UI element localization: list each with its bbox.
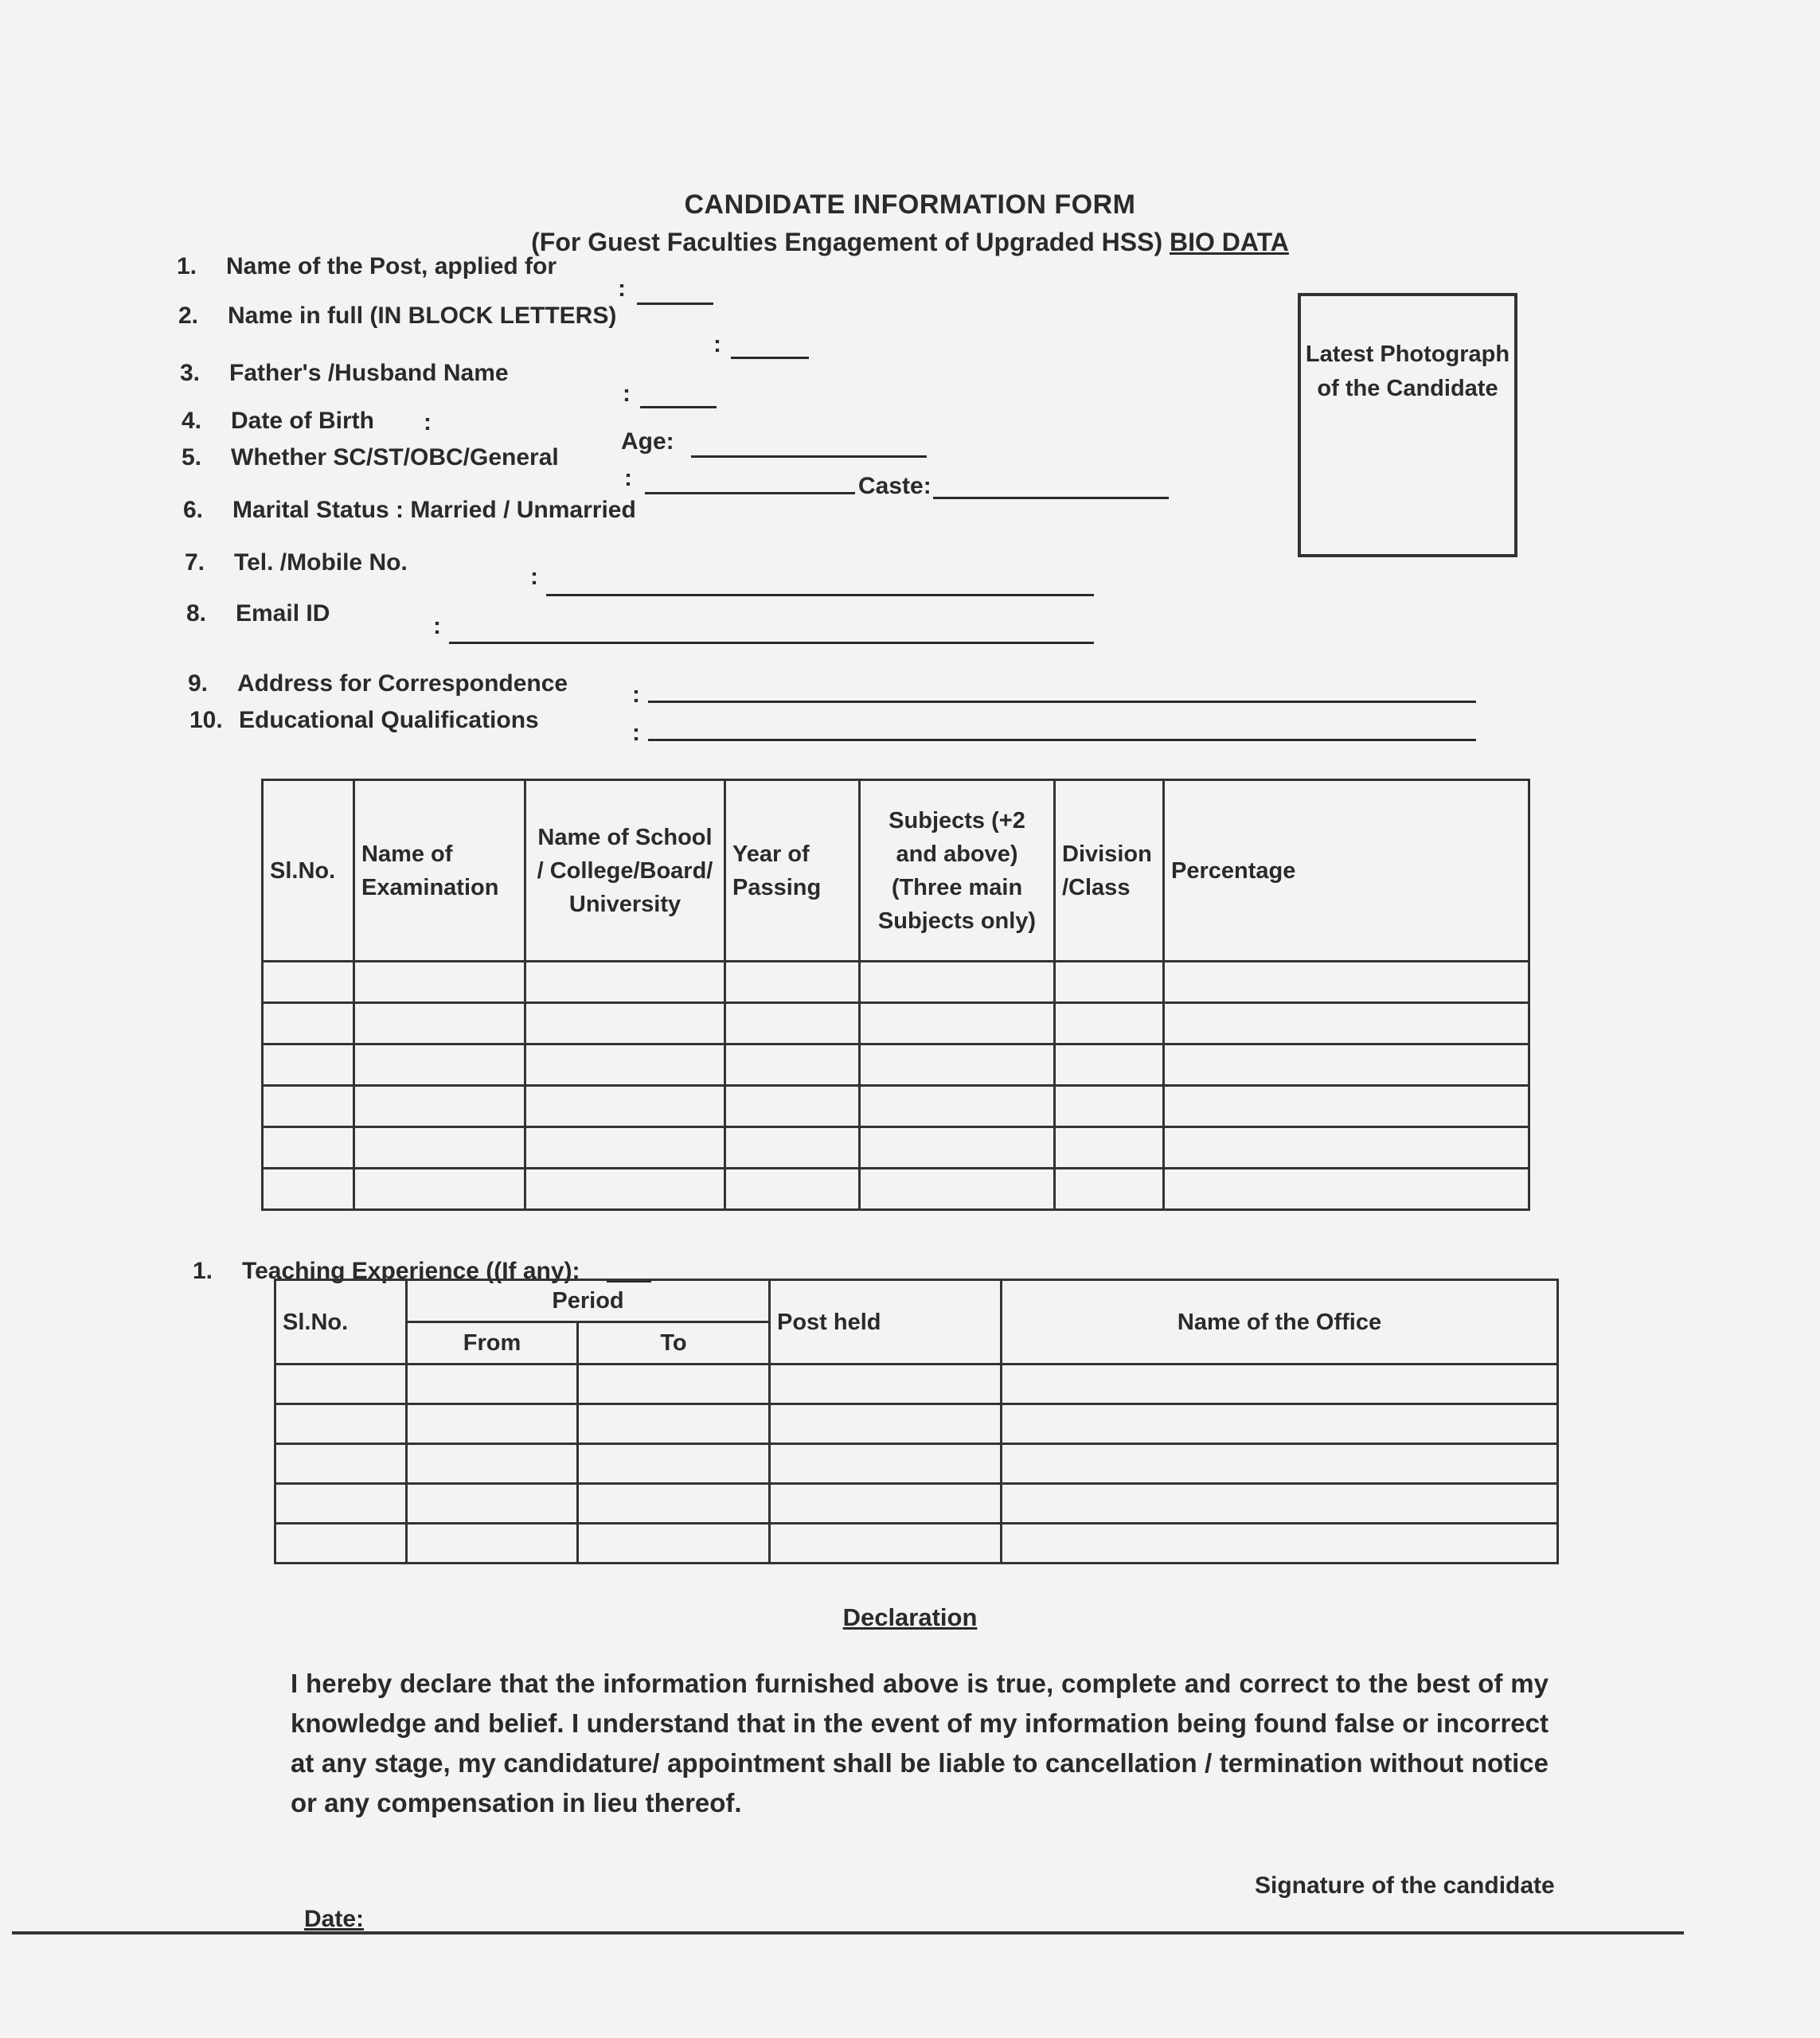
table-cell[interactable] xyxy=(354,962,525,1003)
table-cell[interactable] xyxy=(1164,962,1529,1003)
col-subjects: Subjects (+2 and above) (Three main Subjects only) xyxy=(860,780,1055,962)
table-cell[interactable] xyxy=(354,1044,525,1086)
table-cell[interactable] xyxy=(275,1404,407,1444)
col-exp-post: Post held xyxy=(770,1280,1002,1365)
table-cell[interactable] xyxy=(525,1044,725,1086)
table-cell[interactable] xyxy=(525,962,725,1003)
age-input-line[interactable] xyxy=(691,455,927,458)
experience-table xyxy=(274,1279,1559,1564)
field-number: 3. xyxy=(180,360,201,386)
education-table xyxy=(261,779,1530,1211)
field-marital-status xyxy=(183,497,636,524)
field-full-name xyxy=(178,303,616,330)
field-colon: : xyxy=(632,720,640,746)
field-number: 10. xyxy=(189,707,223,733)
table-cell[interactable] xyxy=(725,962,860,1003)
table-cell[interactable] xyxy=(275,1365,407,1404)
table-cell[interactable] xyxy=(525,1086,725,1127)
table-cell[interactable] xyxy=(263,1044,354,1086)
table-cell[interactable] xyxy=(407,1404,578,1444)
table-cell[interactable] xyxy=(1055,1127,1164,1169)
table-cell[interactable] xyxy=(354,1127,525,1169)
table-row xyxy=(263,1127,1529,1169)
table-cell[interactable] xyxy=(275,1524,407,1564)
table-cell[interactable] xyxy=(407,1524,578,1564)
form-title: CANDIDATE INFORMATION FORM xyxy=(684,189,1136,220)
table-cell[interactable] xyxy=(263,1086,354,1127)
table-row xyxy=(263,1086,1529,1127)
table-cell[interactable] xyxy=(770,1484,1002,1524)
field-label: Teaching Experience ((If any): xyxy=(242,1258,580,1284)
table-row xyxy=(263,962,1529,1003)
field-number: 6. xyxy=(183,497,204,523)
table-cell[interactable] xyxy=(860,1086,1055,1127)
phone-input-line[interactable] xyxy=(546,594,1094,596)
table-cell[interactable] xyxy=(725,1086,860,1127)
father-name-input-line[interactable] xyxy=(640,406,717,408)
field-colon: : xyxy=(632,681,640,708)
table-cell[interactable] xyxy=(770,1365,1002,1404)
field-email xyxy=(186,600,330,627)
table-cell[interactable] xyxy=(860,1127,1055,1169)
post-applied-input-line[interactable] xyxy=(637,303,713,305)
photo-box xyxy=(1298,293,1517,557)
table-cell[interactable] xyxy=(578,1444,770,1484)
table-cell[interactable] xyxy=(525,1003,725,1044)
field-date-of-birth xyxy=(182,408,374,435)
table-row xyxy=(275,1524,1558,1564)
table-cell[interactable] xyxy=(860,1169,1055,1210)
field-label: Father's /Husband Name xyxy=(229,360,509,386)
col-exam-name: Name of Examination xyxy=(354,780,525,962)
table-cell[interactable] xyxy=(263,1127,354,1169)
col-division: Division /Class xyxy=(1055,780,1164,962)
col-percentage: Percentage xyxy=(1164,780,1529,962)
field-colon: : xyxy=(530,564,538,590)
table-cell[interactable] xyxy=(1002,1444,1558,1484)
education-input-line[interactable] xyxy=(648,739,1476,741)
table-cell[interactable] xyxy=(578,1524,770,1564)
table-cell[interactable] xyxy=(770,1404,1002,1444)
field-father-husband-name xyxy=(180,360,509,387)
col-exp-slno: Sl.No. xyxy=(275,1280,407,1365)
full-name-input-line[interactable] xyxy=(731,357,809,359)
table-cell[interactable] xyxy=(1002,1365,1558,1404)
caste-input-line[interactable] xyxy=(933,497,1169,499)
table-row xyxy=(263,1169,1529,1210)
table-cell[interactable] xyxy=(578,1404,770,1444)
field-colon: : xyxy=(618,275,626,302)
age-label: Age: xyxy=(621,428,674,455)
table-cell[interactable] xyxy=(1164,1003,1529,1044)
table-cell[interactable] xyxy=(354,1086,525,1127)
table-cell[interactable] xyxy=(1055,962,1164,1003)
experience-header-row xyxy=(275,1280,1558,1322)
col-exp-office: Name of the Office xyxy=(1002,1280,1558,1365)
col-year: Year of Passing xyxy=(725,780,860,962)
photo-box-label: Latest Photograph of the Candidate xyxy=(1305,342,1510,401)
table-cell[interactable] xyxy=(860,1003,1055,1044)
field-colon: : xyxy=(623,381,631,407)
declaration-text: I hereby declare that the information furnished above is true, complete and correct to the best of my knowledge and belief. I understand that in the event of my information being found false or incorrect at any stage, my candidature/ appointment shall be liable to cancellation / termination without notice or any compensation in lieu thereof. xyxy=(291,1669,1549,1817)
field-number: 7. xyxy=(185,549,205,576)
field-label: Whether SC/ST/OBC/General xyxy=(231,444,559,470)
field-number: 8. xyxy=(186,600,207,627)
table-cell[interactable] xyxy=(263,1169,354,1210)
table-row xyxy=(275,1404,1558,1444)
field-number: 2. xyxy=(178,303,199,329)
table-cell[interactable] xyxy=(525,1169,725,1210)
table-cell[interactable] xyxy=(860,962,1055,1003)
education-header-row xyxy=(263,780,1529,962)
table-cell[interactable] xyxy=(725,1169,860,1210)
field-number: 4. xyxy=(182,408,202,434)
field-label: Marital Status : Married / Unmarried xyxy=(232,497,636,523)
table-row xyxy=(275,1444,1558,1484)
col-exp-period: Period xyxy=(407,1280,770,1322)
table-cell[interactable] xyxy=(1164,1169,1529,1210)
table-cell[interactable] xyxy=(407,1444,578,1484)
signature-label: Signature of the candidate xyxy=(1255,1872,1555,1899)
field-phone xyxy=(185,549,408,576)
table-cell[interactable] xyxy=(1055,1044,1164,1086)
table-cell[interactable] xyxy=(525,1127,725,1169)
table-row xyxy=(263,1044,1529,1086)
table-cell[interactable] xyxy=(354,1003,525,1044)
field-post-applied xyxy=(177,253,557,280)
table-cell[interactable] xyxy=(1164,1086,1529,1127)
table-cell[interactable] xyxy=(770,1444,1002,1484)
field-label: Email ID xyxy=(236,600,330,627)
table-cell[interactable] xyxy=(1055,1086,1164,1127)
table-cell[interactable] xyxy=(725,1127,860,1169)
address-input-line[interactable] xyxy=(648,701,1476,703)
field-colon: : xyxy=(624,465,632,491)
bottom-rule xyxy=(12,1931,1684,1935)
field-number: 1. xyxy=(193,1258,213,1284)
form-subtitle-suffix: BIO DATA xyxy=(1169,228,1289,256)
declaration-title: Declaration xyxy=(842,1603,978,1631)
col-exp-to: To xyxy=(578,1322,770,1365)
field-address xyxy=(188,670,568,697)
field-label: Address for Correspondence xyxy=(237,670,568,697)
table-cell[interactable] xyxy=(578,1484,770,1524)
table-cell[interactable] xyxy=(1002,1404,1558,1444)
field-label: Date of Birth xyxy=(231,408,374,434)
table-cell[interactable] xyxy=(263,1003,354,1044)
field-number: 9. xyxy=(188,670,209,697)
table-cell[interactable] xyxy=(1164,1127,1529,1169)
table-cell[interactable] xyxy=(578,1365,770,1404)
table-cell[interactable] xyxy=(725,1044,860,1086)
table-cell[interactable] xyxy=(407,1365,578,1404)
col-exp-from: From xyxy=(407,1322,578,1365)
field-colon: : xyxy=(713,331,721,357)
field-label: Name of the Post, applied for xyxy=(226,253,557,279)
email-input-line[interactable] xyxy=(449,642,1094,644)
table-cell[interactable] xyxy=(1164,1044,1529,1086)
field-education xyxy=(189,707,539,734)
table-cell[interactable] xyxy=(1055,1169,1164,1210)
table-row xyxy=(275,1365,1558,1404)
table-cell[interactable] xyxy=(263,962,354,1003)
form-subtitle-text: (For Guest Faculties Engagement of Upgraded HSS) xyxy=(531,228,1163,256)
category-input-line[interactable] xyxy=(645,492,855,494)
table-cell[interactable] xyxy=(860,1044,1055,1086)
field-label: Tel. /Mobile No. xyxy=(234,549,408,576)
field-category xyxy=(182,444,559,471)
field-label: Educational Qualifications xyxy=(239,707,539,733)
table-cell[interactable] xyxy=(1055,1003,1164,1044)
table-cell[interactable] xyxy=(770,1524,1002,1564)
table-cell[interactable] xyxy=(354,1169,525,1210)
caste-label: Caste: xyxy=(858,473,931,499)
table-row xyxy=(263,1003,1529,1044)
field-label: Name in full (IN BLOCK LETTERS) xyxy=(228,303,617,329)
col-slno: Sl.No. xyxy=(263,780,354,962)
date-label: Date: xyxy=(304,1906,365,1932)
field-colon: : xyxy=(424,409,432,435)
table-row xyxy=(275,1484,1558,1524)
table-cell[interactable] xyxy=(725,1003,860,1044)
table-cell[interactable] xyxy=(275,1484,407,1524)
field-colon: : xyxy=(433,613,441,639)
field-number: 5. xyxy=(182,444,202,470)
table-cell[interactable] xyxy=(1002,1524,1558,1564)
table-cell[interactable] xyxy=(407,1484,578,1524)
table-cell[interactable] xyxy=(275,1444,407,1484)
col-institution: Name of School / College/Board/ University xyxy=(525,780,725,962)
field-number: 1. xyxy=(177,253,197,279)
table-cell[interactable] xyxy=(1002,1484,1558,1524)
